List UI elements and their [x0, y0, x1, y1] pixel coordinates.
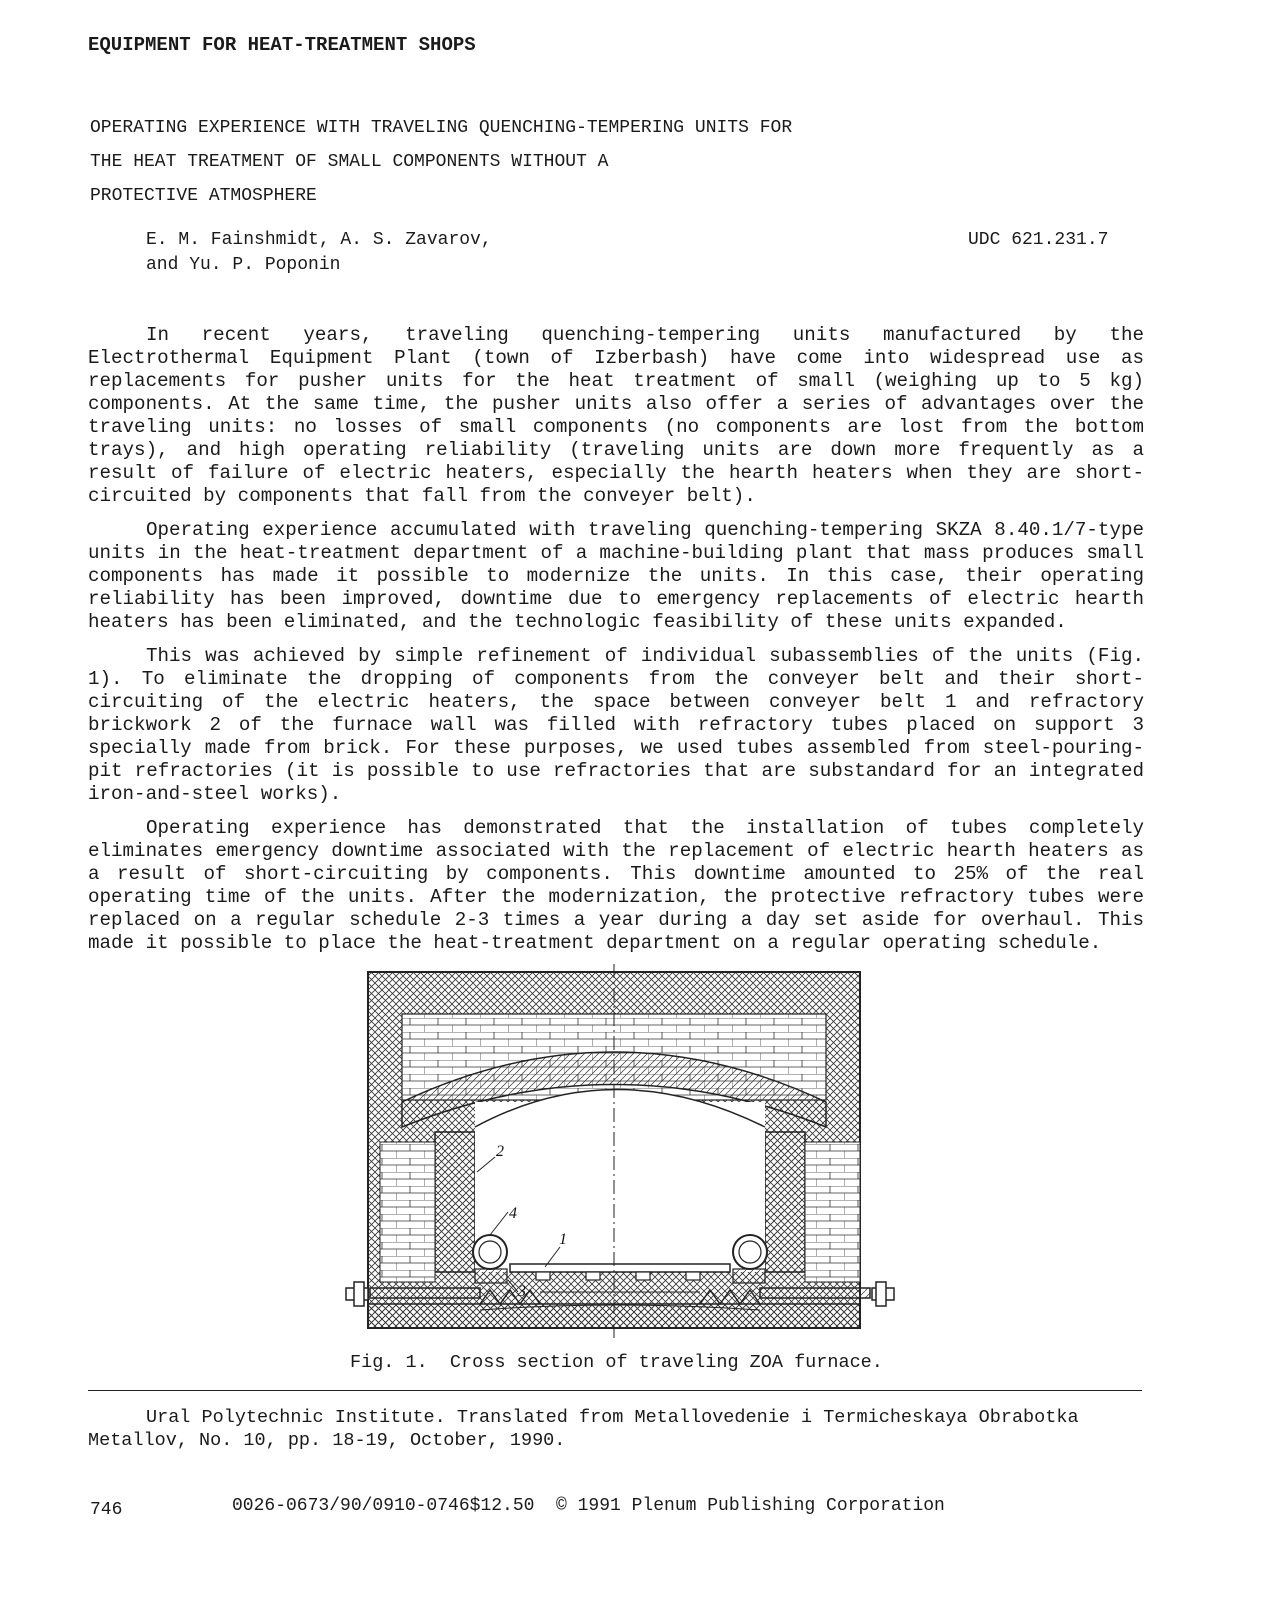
conveyer-belt [510, 1264, 730, 1272]
refractory-wall-right [765, 1132, 805, 1272]
furnace-cross-section-figure [340, 962, 900, 1342]
label-2: 2 [496, 1143, 504, 1160]
page-number: 746 [90, 1500, 123, 1520]
paragraph-2: Operating experience accumulated with traveling quenching-tempering SKZA 8.40.1/7-type units in the heat-treatment department of a machine-building plant that mass produces small components has made it possible to modernize the units. In this case, their operating reliability has been improved, downtime due to emergency replacements of electric hearth heaters has been eliminated, and the technologic feasibility of these units expanded. [88, 519, 1144, 633]
article-body [88, 324, 1144, 966]
refractory-wall-left [435, 1132, 475, 1272]
label-1: 1 [559, 1231, 567, 1248]
publication-code: 0026-0673/90/0910-0746$12.50 [232, 1496, 535, 1516]
authors-line-1: E. M. Fainshmidt, A. S. Zavarov, [146, 230, 492, 250]
section-header: EQUIPMENT FOR HEAT-TREATMENT SHOPS [88, 34, 476, 56]
article-title-line-2: THE HEAT TREATMENT OF SMALL COMPONENTS WITHOUT A [90, 152, 609, 172]
paragraph-4: Operating experience has demonstrated that the installation of tubes completely eliminates emergency downtime associated with the replacement of electric hearth heaters as a result of short-circuiting by components. This downtime amounted to 25% of the real operating time of the units. After the modernization, the protective refractory tubes were replaced on a regular schedule 2-3 times a year during a day set aside for overhaul. This made it possible to place the heat-treatment department on a regular operating schedule. [88, 817, 1144, 954]
side-brick-right [805, 1142, 860, 1282]
footnote: Ural Polytechnic Institute. Translated from Metallovedenie i Termicheskaya Obrabotka Metallov, No. 10, pp. 18-19, October, 1990. [88, 1407, 1079, 1451]
footnote-rule [88, 1390, 1142, 1391]
side-brick-left [380, 1142, 435, 1282]
label-3: 3 [518, 1283, 526, 1300]
figure-caption: Fig. 1. Cross section of traveling ZOA furnace. [350, 1352, 883, 1373]
refractory-tube-left [473, 1235, 507, 1269]
article-title-line-1: OPERATING EXPERIENCE WITH TRAVELING QUENCHING-TEMPERING UNITS FOR [90, 118, 793, 138]
copyright: © 1991 Plenum Publishing Corporation [556, 1496, 945, 1516]
paragraph-1: In recent years, traveling quenching-tempering units manufactured by the Electrothermal Equipment Plant (town of Izberbash) have come into widespread use as replacements for pusher units for the heat treatment of small (weighing up to 5 kg) components. At the same time, the pusher units also offer a series of advantages over the traveling units: no losses of small components (no components are lost from the bottom trays), and high operating reliability (traveling units are down more frequently as a result of failure of electric heaters, especially the hearth heaters when they are short-circuited by components that fall from the conveyer belt). [88, 324, 1144, 507]
refractory-tube-right [733, 1235, 767, 1269]
authors-line-2: and Yu. P. Poponin [146, 255, 341, 275]
udc-code: UDC 621.231.7 [968, 230, 1109, 250]
tube-support-left [475, 1269, 507, 1283]
tube-support-right [733, 1269, 765, 1283]
label-4: 4 [509, 1205, 517, 1222]
paragraph-3: This was achieved by simple refinement of individual subassemblies of the units (Fig. 1). To eliminate the dropping of components from the conveyer belt and their short-circuiting of the electric heaters, the space between conveyer belt 1 and refractory brickwork 2 of the furnace wall was filled with refractory tubes placed on support 3 specially made from brick. For these purposes, we used tubes assembled from steel-pouring-pit refractories (it is possible to use refractories that are substandard for an integrated iron-and-steel works). [88, 645, 1144, 805]
article-title-line-3: PROTECTIVE ATMOSPHERE [90, 186, 317, 206]
